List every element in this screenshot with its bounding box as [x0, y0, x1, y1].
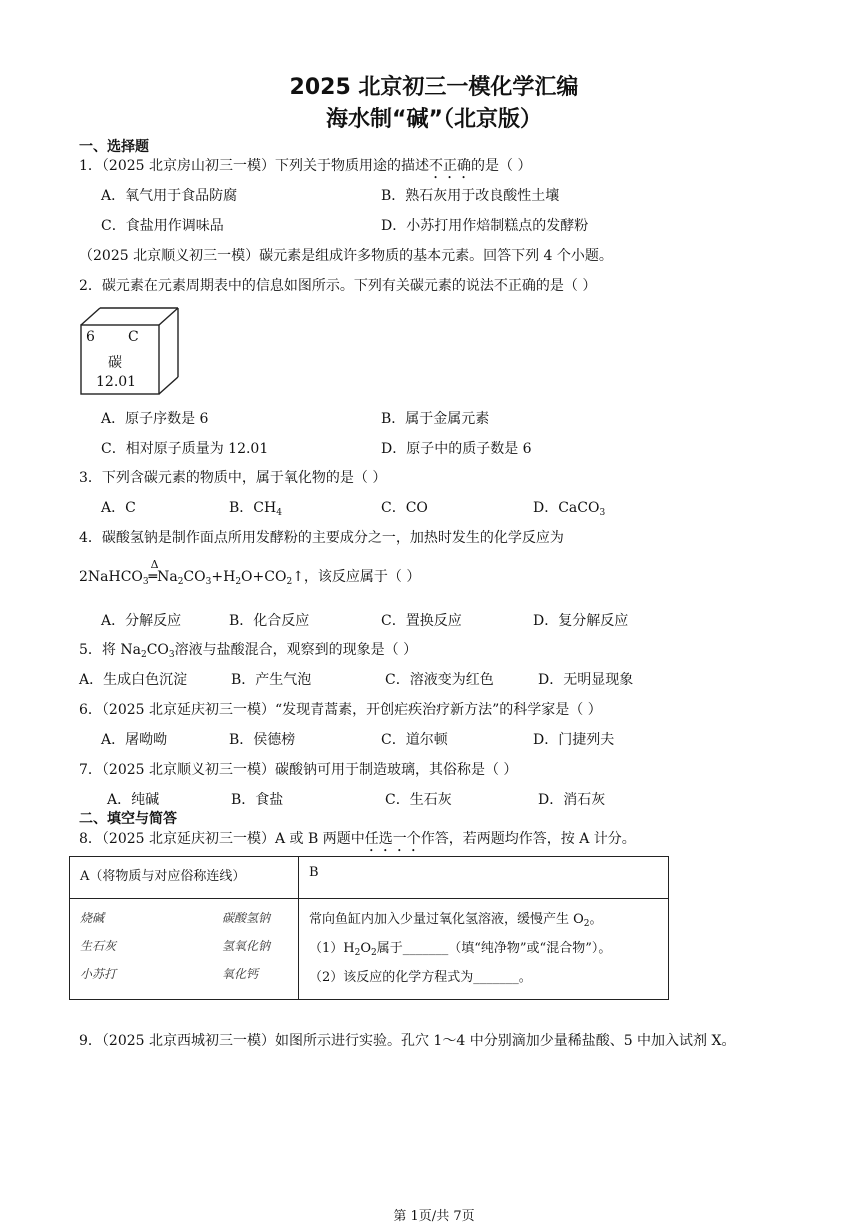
- table-header-b: B: [299, 857, 669, 899]
- section-heading-choice: 一、选择题: [79, 139, 149, 155]
- question-8-stem-part-b: 作答，若两题均作答，按 A 计分。: [420, 831, 636, 847]
- b-line-1-pre: 常向鱼缸内加入少量过氧化氢溶液，缓慢产生 O: [309, 912, 584, 927]
- question-1-stem: [79, 155, 531, 182]
- eq-part-5: O+CO: [241, 569, 287, 585]
- matching-right-item-1: 碳酸氢钠: [222, 911, 271, 925]
- question-5-option-a: A．生成白色沉淀: [79, 672, 188, 688]
- question-1-option-c: C．食盐用作调味品: [101, 218, 224, 234]
- b-line-1-post: 。: [589, 912, 603, 927]
- page-title: 2025 北京初三一模化学汇编: [289, 75, 579, 100]
- question-1-stem-part-a: 1．（2025 北京房山初三一模）下列关于物质用途的描述: [79, 158, 429, 174]
- eq-part-2: Na: [157, 569, 178, 585]
- question-3-option-b-text: B．CH: [229, 500, 277, 516]
- b-line-2-post: 属于_______（填“纯净物”或“混合物”）。: [376, 941, 612, 956]
- question-2-option-a: A．原子序数是 6: [101, 411, 209, 427]
- question-7-stem: 7．（2025 北京顺义初三一模）碳酸钠可用于制造玻璃，其俗称是（ ）: [79, 762, 518, 778]
- question-5-option-d: D．无明显现象: [538, 672, 634, 688]
- question-1-option-d: D．小苏打用作焙制糕点的发酵粉: [381, 218, 589, 234]
- question-7-option-b: B．食盐: [231, 792, 284, 808]
- question-2-option-b: B．属于金属元素: [381, 411, 490, 427]
- question-3-option-d: [533, 497, 605, 517]
- eq-part-1: 2NaHCO: [79, 569, 143, 585]
- matching-left-item-2: 生石灰: [80, 939, 117, 953]
- matching-right-item-3: 氧化钙: [222, 967, 259, 981]
- matching-left-item-3: 小苏打: [80, 967, 117, 981]
- question-5-stem-pre: 5．将 Na: [79, 642, 141, 658]
- question-1-option-b: B．熟石灰用于改良酸性土壤: [381, 188, 560, 204]
- question-8-stem: [79, 828, 636, 855]
- eq-part-4: +H: [211, 569, 236, 585]
- question-4-option-a: A．分解反应: [101, 613, 182, 629]
- section-heading-fill: 二、填空与简答: [79, 811, 177, 827]
- question-5-option-c: C．溶液变为红色: [385, 672, 494, 688]
- b-line-2: [309, 934, 668, 963]
- element-cell-carbon: [80, 307, 180, 395]
- question-5-option-b: B．产生气泡: [231, 672, 312, 688]
- question-2-stem: 2．碳元素在元素周期表中的信息如图所示。下列有关碳元素的说法不正确的是（ ）: [79, 278, 597, 294]
- question-1-option-a: A．氧气用于食品防腐: [101, 188, 238, 204]
- eq-sub-4: 2: [235, 577, 242, 587]
- eq-sub-3: 3: [205, 577, 212, 587]
- b-line-2-sub-2: 2: [371, 948, 377, 958]
- eq-part-3: CO: [183, 569, 206, 585]
- b-line-1: [309, 905, 668, 934]
- b-line-1-sub: 2: [583, 919, 590, 929]
- element-symbol: C: [128, 329, 139, 345]
- shunyi-intro: （2025 北京顺义初三一模）碳元素是组成许多物质的基本元素。回答下列 4 个小题。: [79, 248, 613, 264]
- eq-heat-symbol: Δ: [150, 558, 159, 571]
- page-footer: 第 1页/共 7页: [393, 1209, 475, 1224]
- eq-sub-2: 2: [177, 577, 184, 587]
- question-4-stem: 4．碳酸氢钠是制作面点所用发酵粉的主要成分之一，加热时发生的化学反应为: [79, 530, 564, 546]
- element-name: 碳: [108, 355, 122, 371]
- table-cell-a-matching: [70, 899, 299, 1000]
- question-6-option-a: A．屠呦呦: [101, 732, 168, 748]
- matching-right-item-2: 氢氧化钠: [222, 939, 271, 953]
- question-4-option-c: C．置换反应: [381, 613, 462, 629]
- question-4-option-d: D．复分解反应: [533, 613, 629, 629]
- matching-area: [70, 899, 298, 999]
- table-cell-b-content: [299, 899, 669, 1000]
- question-3-option-d-text: D．CaCO: [533, 500, 600, 516]
- question-2-option-d: D．原子中的质子数是 6: [381, 441, 532, 457]
- eq-sub-5: 2: [286, 577, 293, 587]
- question-4-option-b: B．化合反应: [229, 613, 310, 629]
- question-8-emphasis: 任选一个: [364, 831, 421, 847]
- page-subtitle: 海水制“碱”（北京版）: [326, 107, 542, 132]
- question-8-stem-part-a: 8．（2025 北京延庆初三一模）A 或 B 两题中: [79, 831, 365, 847]
- question-6-stem: 6．（2025 北京延庆初三一模）“发现青蒿素，开创疟疾治疗新方法”的科学家是（ ）: [79, 702, 602, 718]
- question-7-option-c: C．生石灰: [385, 792, 452, 808]
- question-3-option-c: C．CO: [381, 500, 428, 516]
- question-3-option-b-subscript: 4: [276, 508, 282, 518]
- question-7-option-d: D．消石灰: [538, 792, 606, 808]
- matching-left-item-1: 烧碱: [80, 911, 105, 925]
- question-1-emphasis: 不正确: [429, 158, 471, 174]
- question-4-equation: [79, 558, 421, 587]
- eq-sub-1: 3: [142, 577, 149, 587]
- question-2-option-c: C．相对原子质量为 12.01: [101, 441, 269, 457]
- element-atomic-number: 6: [86, 329, 95, 345]
- eq-arrow: Δ ═: [148, 558, 159, 585]
- question-3-stem: 3．下列含碳元素的物质中，属于氧化物的是（ ）: [79, 470, 387, 486]
- b-line-2-mid: O: [360, 941, 372, 956]
- b-line-3: （2）该反应的化学方程式为_______。: [309, 970, 532, 985]
- question-5-stem-mid: CO: [146, 642, 169, 658]
- question-8-table: [69, 856, 669, 1000]
- question-5-sub-2: 3: [168, 650, 175, 660]
- b-line-2-sub-1: 2: [354, 948, 361, 958]
- question-9-stem: 9．（2025 北京西城初三一模）如图所示进行实验。孔穴 1～4 中分别滴加少量稀盐酸、5 中加入试剂 X。: [79, 1033, 736, 1049]
- eq-part-6: ↑，该反应属于（ ）: [292, 569, 421, 585]
- question-1-stem-part-b: 的是（ ）: [471, 158, 532, 174]
- question-3-option-d-subscript: 3: [599, 508, 606, 518]
- element-atomic-mass: 12.01: [96, 374, 137, 390]
- question-6-option-b: B．侯德榜: [229, 732, 296, 748]
- question-6-option-c: C．道尔顿: [381, 732, 448, 748]
- b-line-2-pre: （1）H: [309, 941, 355, 956]
- question-5-sub-1: 2: [140, 650, 147, 660]
- question-6-option-d: D．门捷列夫: [533, 732, 615, 748]
- question-3-option-a: A．C: [101, 500, 136, 516]
- question-5-stem: [79, 639, 417, 659]
- question-5-stem-post: 溶液与盐酸混合，观察到的现象是（ ）: [174, 642, 418, 658]
- question-3-option-b: [229, 497, 282, 517]
- question-7-option-a: A．纯碱: [107, 792, 160, 808]
- table-header-a: A（将物质与对应俗称连线）: [70, 857, 299, 899]
